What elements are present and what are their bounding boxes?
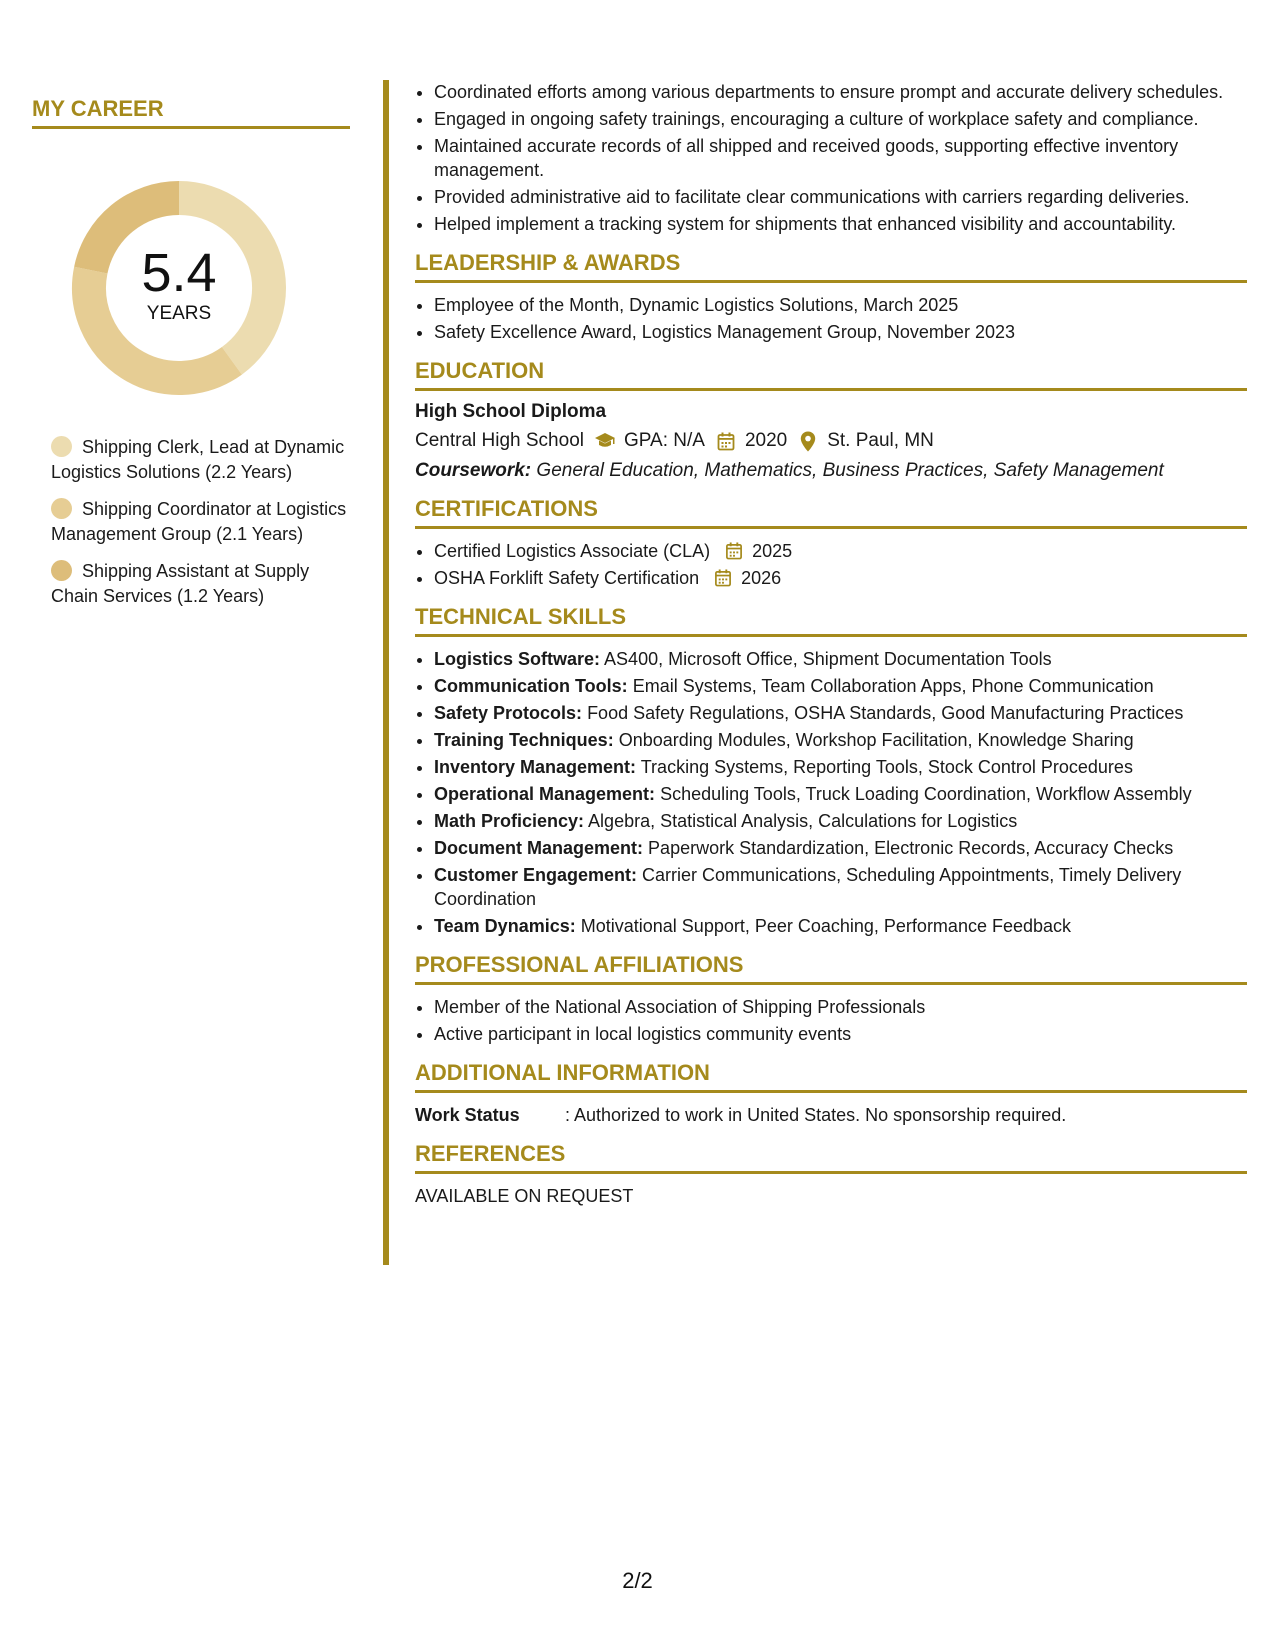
skill-item xyxy=(434,863,1247,911)
experience-bullet: • Provided administrative aid to facilitate clear communications with carriers regarding deliveries. xyxy=(434,185,1247,209)
certification-item xyxy=(434,566,1247,590)
skill-item xyxy=(434,647,1247,671)
affiliations-section xyxy=(415,952,1247,1046)
skill-values: Scheduling Tools, Truck Loading Coordination, Workflow Assembly xyxy=(660,784,1192,804)
certification-year: 2025 xyxy=(752,541,793,561)
page-number: 2/2 xyxy=(622,1568,653,1593)
work-status-row xyxy=(415,1103,1247,1127)
column-divider xyxy=(383,80,389,1265)
skills-title: TECHNICAL SKILLS xyxy=(415,604,1247,637)
skill-values: Onboarding Modules, Workshop Facilitation, Knowledge Sharing xyxy=(618,730,1134,750)
legend-label: Shipping Coordinator at Logistics Management Group (2.1 Years) xyxy=(51,499,347,544)
affiliations-title: PROFESSIONAL AFFILIATIONS xyxy=(415,952,1247,985)
certifications-section xyxy=(415,496,1247,590)
legend-item xyxy=(51,559,351,609)
career-sidebar xyxy=(32,96,350,621)
legend-item xyxy=(51,497,351,547)
certifications-title: CERTIFICATIONS xyxy=(415,496,1247,529)
skills-section xyxy=(415,604,1247,938)
additional-section xyxy=(415,1060,1247,1127)
skills-list xyxy=(415,647,1247,938)
skill-item xyxy=(434,728,1247,752)
coursework-label: Coursework: xyxy=(415,460,532,481)
calendar-icon xyxy=(725,542,743,560)
work-status-value: : Authorized to work in United States. No sponsorship required. xyxy=(565,1105,1067,1125)
certification-name: Certified Logistics Associate (CLA) xyxy=(434,541,711,561)
legend-label: Shipping Assistant at Supply Chain Services (1.2 Years) xyxy=(51,561,310,606)
references-section xyxy=(415,1141,1247,1208)
affiliation-item: • Active participant in local logistics community events xyxy=(434,1022,1247,1046)
coursework-value: General Education, Mathematics, Business Practices, Safety Management xyxy=(536,460,1164,481)
legend-swatch xyxy=(51,498,72,519)
affiliations-list xyxy=(415,995,1247,1046)
certification-year: 2026 xyxy=(741,568,782,588)
affiliation-item: • Member of the National Association of Shipping Professionals xyxy=(434,995,1247,1019)
education-year: 2020 xyxy=(744,430,788,451)
skill-category: Training Techniques: xyxy=(434,730,614,750)
leadership-title: LEADERSHIP & AWARDS xyxy=(415,250,1247,283)
skill-values: Motivational Support, Peer Coaching, Performance Feedback xyxy=(580,916,1072,936)
leadership-list xyxy=(415,293,1247,344)
award-item: • Safety Excellence Award, Logistics Management Group, November 2023 xyxy=(434,320,1247,344)
skill-values: Food Safety Regulations, OSHA Standards, Good Manufacturing Practices xyxy=(587,703,1184,723)
career-total-unit: YEARS xyxy=(146,303,212,324)
skill-values: Email Systems, Team Collaboration Apps, Phone Communication xyxy=(632,676,1154,696)
skill-item xyxy=(434,836,1247,860)
skill-item xyxy=(434,809,1247,833)
education-school: Central High School xyxy=(415,430,584,451)
education-section xyxy=(415,358,1247,482)
skill-category: Document Management: xyxy=(434,838,644,858)
skill-category: Inventory Management: xyxy=(434,757,637,777)
career-total-years: 5.4 xyxy=(141,243,217,303)
calendar-icon xyxy=(714,569,732,587)
legend-swatch xyxy=(51,560,72,581)
education-degree: High School Diploma xyxy=(415,401,607,422)
certifications-list xyxy=(415,539,1247,590)
skill-item xyxy=(434,701,1247,725)
donut-center xyxy=(66,175,292,401)
career-donut-chart xyxy=(66,175,292,401)
education-gpa: GPA: N/A xyxy=(623,430,705,451)
calendar-icon xyxy=(715,430,737,452)
experience-bullet: • Maintained accurate records of all shipped and received goods, supporting effective inventory management. xyxy=(434,134,1247,182)
experience-bullets xyxy=(415,80,1247,236)
career-title: MY CAREER xyxy=(32,96,350,129)
leadership-section xyxy=(415,250,1247,344)
resume-main xyxy=(415,80,1247,1208)
certification-name: OSHA Forklift Safety Certification xyxy=(434,568,700,588)
skill-item xyxy=(434,674,1247,698)
skill-values: Tracking Systems, Reporting Tools, Stock Control Procedures xyxy=(640,757,1133,777)
certification-item xyxy=(434,539,1247,563)
experience-bullet: • Coordinated efforts among various departments to ensure prompt and accurate delivery schedules. xyxy=(434,80,1247,104)
references-text: AVAILABLE ON REQUEST xyxy=(415,1186,634,1206)
skill-category: Communication Tools: xyxy=(434,676,628,696)
award-item: • Employee of the Month, Dynamic Logistics Solutions, March 2025 xyxy=(434,293,1247,317)
education-location: St. Paul, MN xyxy=(827,430,934,451)
skill-category: Team Dynamics: xyxy=(434,916,576,936)
skill-item xyxy=(434,914,1247,938)
skill-category: Safety Protocols: xyxy=(434,703,583,723)
experience-bullet: • Helped implement a tracking system for shipments that enhanced visibility and accountability. xyxy=(434,212,1247,236)
career-legend xyxy=(51,435,351,609)
experience-bullet: • Engaged in ongoing safety trainings, encouraging a culture of workplace safety and compliance. xyxy=(434,107,1247,131)
skill-item xyxy=(434,755,1247,779)
skill-values: AS400, Microsoft Office, Shipment Documentation Tools xyxy=(604,649,1052,669)
graduation-cap-icon xyxy=(594,430,616,452)
skill-category: Math Proficiency: xyxy=(434,811,585,831)
legend-item xyxy=(51,435,351,485)
education-title: EDUCATION xyxy=(415,358,1247,391)
skill-category: Customer Engagement: xyxy=(434,865,638,885)
map-pin-icon xyxy=(797,430,819,452)
references-title: REFERENCES xyxy=(415,1141,1247,1174)
education-meta xyxy=(415,428,1247,454)
skill-category: Logistics Software: xyxy=(434,649,601,669)
skill-category: Operational Management: xyxy=(434,784,656,804)
skill-values: Algebra, Statistical Analysis, Calculations for Logistics xyxy=(588,811,1018,831)
work-status-label: Work Status xyxy=(415,1105,520,1125)
additional-title: ADDITIONAL INFORMATION xyxy=(415,1060,1247,1093)
skill-values: Carrier Communications, Scheduling Appointments, Timely Delivery Coordination xyxy=(434,865,1182,909)
skill-values: Paperwork Standardization, Electronic Records, Accuracy Checks xyxy=(648,838,1174,858)
legend-label: Shipping Clerk, Lead at Dynamic Logistics Solutions (2.2 Years) xyxy=(51,437,345,482)
education-coursework xyxy=(415,460,1247,482)
legend-swatch xyxy=(51,436,72,457)
skill-item xyxy=(434,782,1247,806)
